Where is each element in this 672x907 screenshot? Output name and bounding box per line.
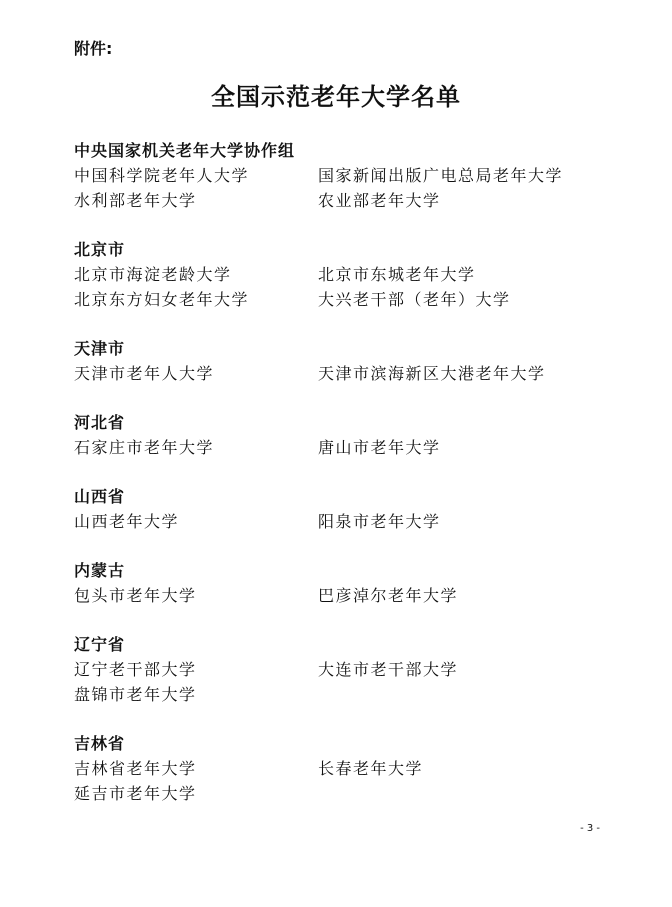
list-item: 天津市滨海新区大港老年大学 [318,364,546,383]
section-items [74,756,614,806]
list-item: 大兴老干部（老年）大学 [318,290,511,309]
section-items [74,163,614,213]
list-item: 石家庄市老年大学 [74,438,215,457]
list-item: 国家新闻出版广电总局老年大学 [318,166,564,185]
section-items [74,657,614,707]
list-item: 北京市海淀老龄大学 [74,265,232,284]
section-title: 山西省 [74,487,126,506]
list-item: 吉林省老年大学 [74,759,197,778]
section [74,336,614,386]
section-title: 中央国家机关老年大学协作组 [74,141,296,160]
section [74,731,614,806]
list-item: 山西老年大学 [74,512,180,531]
section [74,632,614,707]
section-title: 辽宁省 [74,635,126,654]
list-item: 中国科学院老年人大学 [74,166,250,185]
section-items [74,509,614,534]
section-title: 吉林省 [74,734,126,753]
list-item: 盘锦市老年大学 [74,685,197,704]
list-item: 农业部老年大学 [318,191,441,210]
list-item: 唐山市老年大学 [318,438,441,457]
section-items [74,583,614,608]
list-item: 延吉市老年大学 [74,784,197,803]
section-title: 北京市 [74,240,126,259]
section-items [74,361,614,386]
attachment-label: 附件: [74,39,113,58]
section-title: 天津市 [74,339,126,358]
list-item: 天津市老年人大学 [74,364,215,383]
section [74,484,614,534]
section [74,237,614,312]
section [74,558,614,608]
list-item: 大连市老干部大学 [318,660,459,679]
section-items [74,435,614,460]
sections-list [74,138,614,830]
section-title: 河北省 [74,413,126,432]
section [74,138,614,213]
list-item: 北京东方妇女老年大学 [74,290,250,309]
section-title: 内蒙古 [74,561,126,580]
document-title: 全国示范老年大学名单 [211,82,461,111]
list-item: 北京市东城老年大学 [318,265,476,284]
list-item: 长春老年大学 [318,759,424,778]
page-number: - 3 - [580,823,600,834]
list-item: 辽宁老干部大学 [74,660,197,679]
section [74,410,614,460]
list-item: 包头市老年大学 [74,586,197,605]
list-item: 巴彦淖尔老年大学 [318,586,459,605]
list-item: 水利部老年大学 [74,191,197,210]
list-item: 阳泉市老年大学 [318,512,441,531]
section-items [74,262,614,312]
